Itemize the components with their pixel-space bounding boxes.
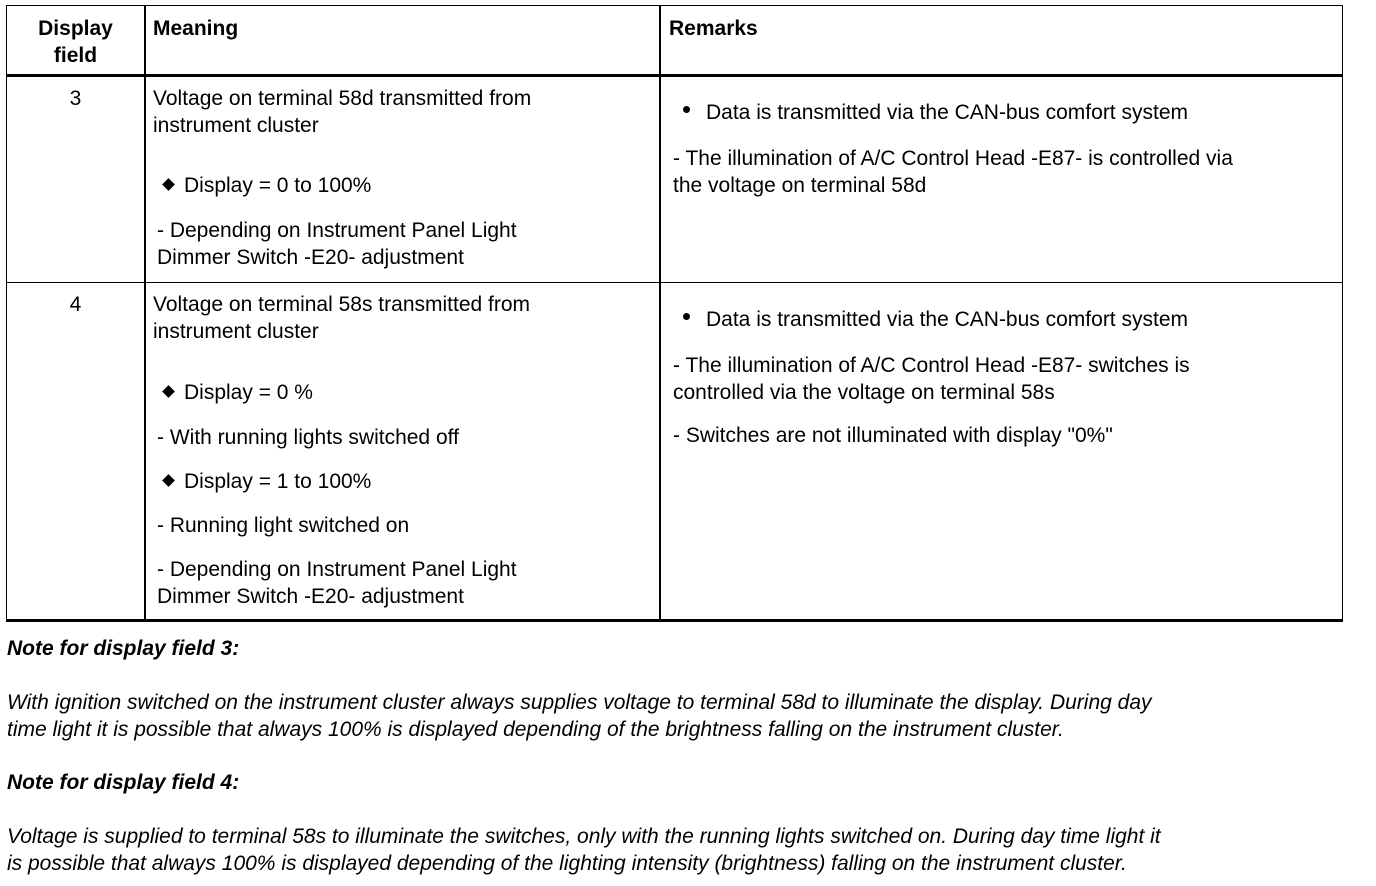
note-heading-field-4: Note for display field 4: [7,771,240,794]
row-4-remarks-dash-2: - Switches are not illuminated with display "0%" [673,424,1113,447]
diamond-bullet-icon [162,178,175,191]
header-display-field: Display field [38,17,113,67]
column-divider [144,6,146,621]
row-4-meaning-dash-3: - Depending on Instrument Panel Light Dimmer Switch -E20- adjustment [157,558,517,608]
row-3-field: 3 [69,87,82,110]
row-4-meaning-bullet-2: Display = 1 to 100% [164,468,371,495]
row-4-meaning-dash-1: - With running lights switched off [157,426,459,449]
row-4-field: 4 [69,293,82,316]
row-4-meaning-title: Voltage on terminal 58s transmitted from instrument cluster [153,293,531,343]
table-bottom-border [7,619,1342,621]
column-divider [659,6,661,621]
diamond-bullet-icon [162,385,175,398]
row-4-remarks-dash-1: - The illumination of A/C Control Head -E87- switches is controlled via the voltage on terminal 58s [673,354,1190,404]
header-remarks: Remarks [669,17,758,40]
note-text-field-4: Voltage is supplied to terminal 58s to illuminate the switches, only with the running lights switched on. During day time light it is possible that always 100% is displayed depending of the lighting intensity (brightness) falling on the instrument cluster. [7,825,1161,875]
display-field-table [6,5,1343,622]
row-3-meaning-title: Voltage on terminal 58d transmitted from instrument cluster [153,87,532,137]
row-3-remarks-bullet: Data is transmitted via the CAN-bus comfort system [683,99,1188,126]
round-bullet-icon [683,106,690,113]
header-divider [7,74,1342,77]
row-4-remarks-bullet: Data is transmitted via the CAN-bus comfort system [683,306,1188,333]
row-4-meaning-bullet-1: Display = 0 % [164,379,313,406]
row-3-remarks-dash: - The illumination of A/C Control Head -E87- is controlled via the voltage on terminal 58d [673,147,1233,197]
row-3-meaning-bullet: Display = 0 to 100% [164,172,371,199]
note-heading-field-3: Note for display field 3: [7,637,240,660]
row-divider [7,282,1342,283]
row-3-meaning-dash: - Depending on Instrument Panel Light Dimmer Switch -E20- adjustment [157,219,517,269]
header-meaning: Meaning [153,17,239,40]
diamond-bullet-icon [162,474,175,487]
note-text-field-3: With ignition switched on the instrument cluster always supplies voltage to terminal 58d to illuminate the display. During day time light it is possible that always 100% is displayed depending of the brightness falling on the instrument cluster. [7,691,1152,741]
round-bullet-icon [683,313,690,320]
row-4-meaning-dash-2: - Running light switched on [157,514,410,537]
